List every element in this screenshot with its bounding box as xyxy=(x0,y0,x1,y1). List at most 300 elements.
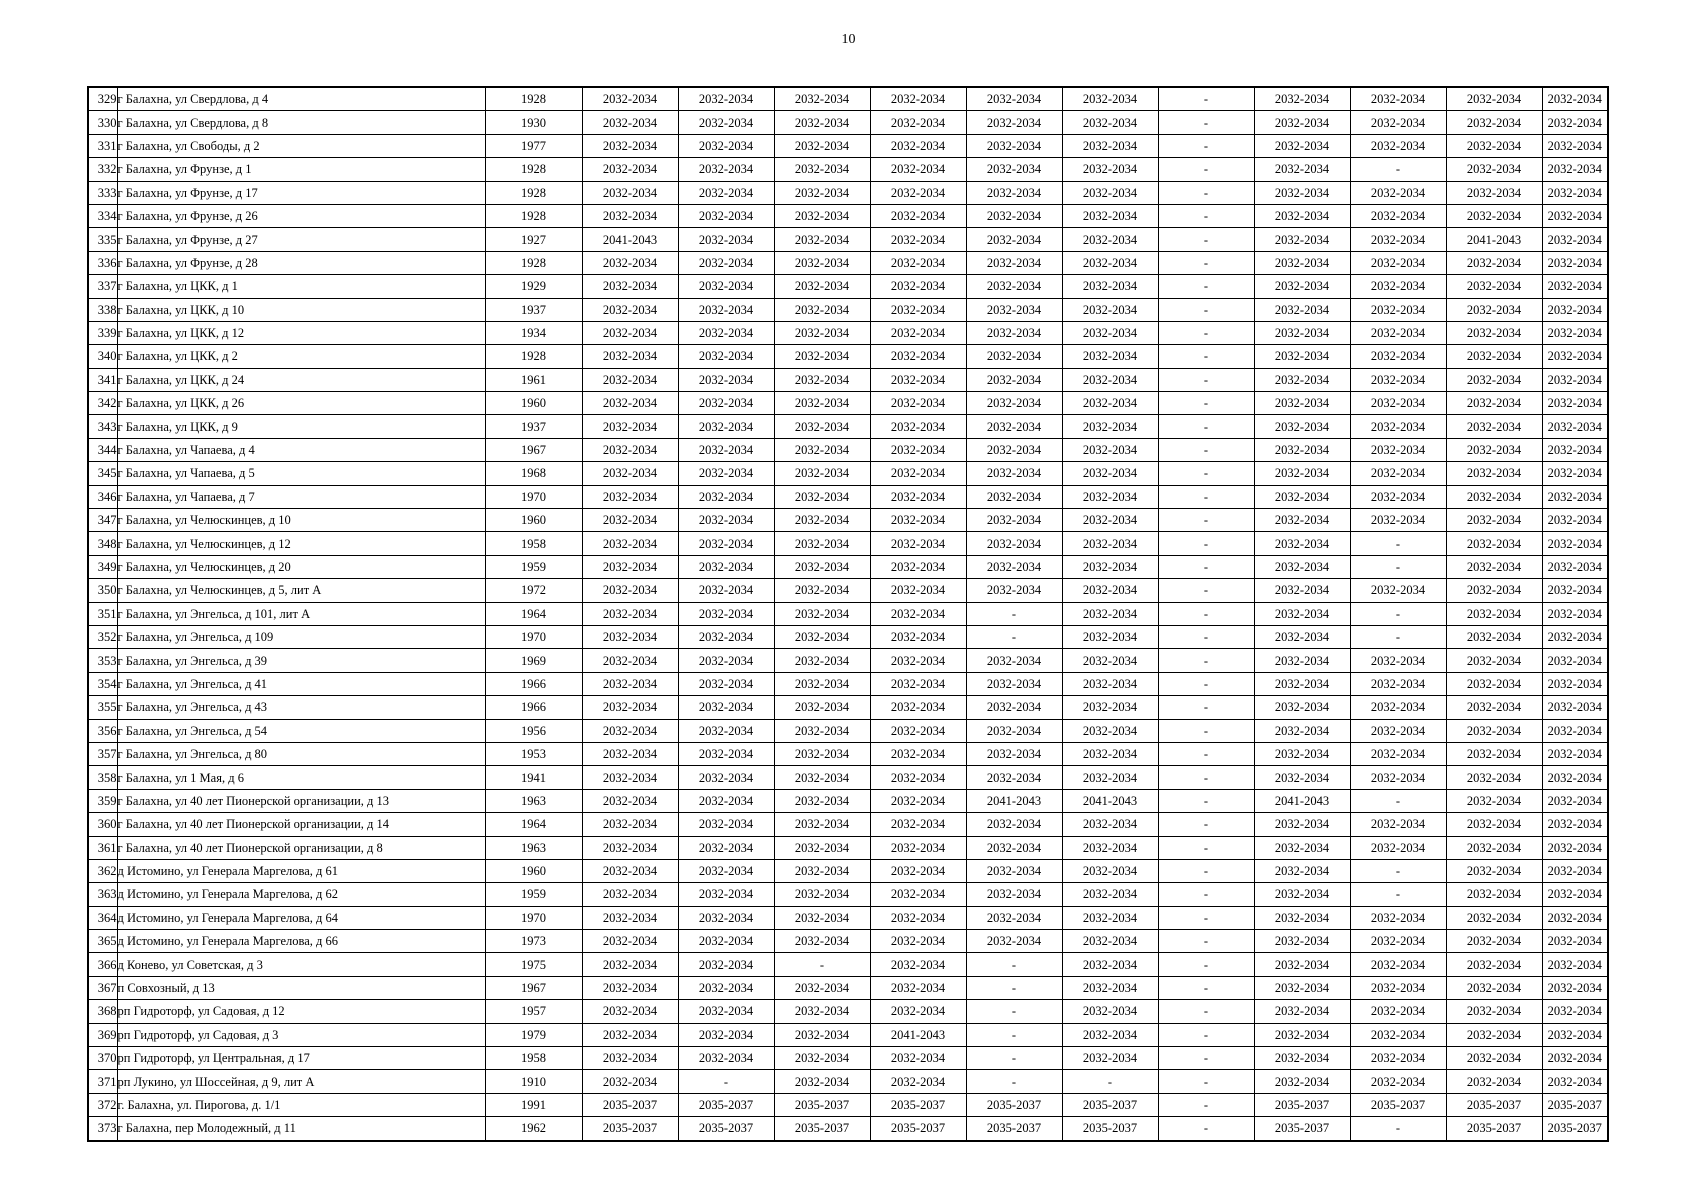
cell-period: 2032-2034 xyxy=(1542,532,1608,555)
cell-year-built: 1968 xyxy=(485,462,582,485)
cell-period: 2032-2034 xyxy=(1062,111,1158,134)
table-row xyxy=(88,696,1608,719)
cell-year-built: 1963 xyxy=(485,789,582,812)
cell-period: - xyxy=(1158,672,1254,695)
cell-period: 2032-2034 xyxy=(1350,485,1446,508)
cell-period: 2032-2034 xyxy=(678,1023,774,1046)
cell-year-built: 1958 xyxy=(485,532,582,555)
cell-period: 2032-2034 xyxy=(1062,976,1158,999)
cell-period: 2035-2037 xyxy=(870,1117,966,1141)
cell-address: г Балахна, ул Чапаева, д 5 xyxy=(117,462,485,485)
cell-period: 2032-2034 xyxy=(1542,742,1608,765)
cell-period: 2032-2034 xyxy=(966,579,1062,602)
cell-period: 2032-2034 xyxy=(678,813,774,836)
cell-row-number: 341 xyxy=(88,368,117,391)
table-row xyxy=(88,228,1608,251)
cell-year-built: 1966 xyxy=(485,672,582,695)
cell-row-number: 345 xyxy=(88,462,117,485)
cell-period: 2032-2034 xyxy=(774,392,870,415)
cell-period: 2032-2034 xyxy=(1254,298,1350,321)
cell-year-built: 1966 xyxy=(485,696,582,719)
cell-period: 2032-2034 xyxy=(870,555,966,578)
cell-address: д Истомино, ул Генерала Маргелова, д 64 xyxy=(117,906,485,929)
cell-year-built: 1970 xyxy=(485,906,582,929)
cell-period: 2032-2034 xyxy=(1542,368,1608,391)
cell-address: г Балахна, ул ЦКК, д 24 xyxy=(117,368,485,391)
cell-period: 2032-2034 xyxy=(582,134,678,157)
table-row xyxy=(88,719,1608,742)
cell-year-built: 1960 xyxy=(485,392,582,415)
cell-year-built: 1928 xyxy=(485,204,582,227)
cell-period: 2032-2034 xyxy=(774,532,870,555)
cell-year-built: 1970 xyxy=(485,485,582,508)
cell-row-number: 353 xyxy=(88,649,117,672)
cell-period: 2032-2034 xyxy=(1542,859,1608,882)
cell-year-built: 1969 xyxy=(485,649,582,672)
cell-period: 2032-2034 xyxy=(870,976,966,999)
cell-period: 2032-2034 xyxy=(1446,392,1542,415)
cell-period: 2032-2034 xyxy=(1542,906,1608,929)
cell-period: 2032-2034 xyxy=(1542,181,1608,204)
cell-year-built: 1963 xyxy=(485,836,582,859)
cell-period: - xyxy=(1158,368,1254,391)
table-row xyxy=(88,415,1608,438)
cell-period: 2032-2034 xyxy=(774,579,870,602)
cell-row-number: 356 xyxy=(88,719,117,742)
table-row xyxy=(88,649,1608,672)
cell-period: 2032-2034 xyxy=(1254,1047,1350,1070)
cell-row-number: 332 xyxy=(88,158,117,181)
cell-period: 2032-2034 xyxy=(678,181,774,204)
cell-row-number: 362 xyxy=(88,859,117,882)
cell-period: 2032-2034 xyxy=(1254,813,1350,836)
cell-period: 2032-2034 xyxy=(678,87,774,111)
cell-period: 2032-2034 xyxy=(1542,345,1608,368)
cell-period: - xyxy=(1350,602,1446,625)
cell-period: 2032-2034 xyxy=(1062,485,1158,508)
cell-period: 2041-2043 xyxy=(1062,789,1158,812)
cell-period: 2032-2034 xyxy=(678,555,774,578)
table-row xyxy=(88,789,1608,812)
table-row xyxy=(88,204,1608,227)
cell-row-number: 342 xyxy=(88,392,117,415)
cell-period: 2032-2034 xyxy=(678,392,774,415)
cell-address: г Балахна, ул Челюскинцев, д 10 xyxy=(117,509,485,532)
cell-period: - xyxy=(1350,158,1446,181)
cell-address: рп Лукино, ул Шоссейная, д 9, лит А xyxy=(117,1070,485,1093)
cell-period: - xyxy=(1350,625,1446,648)
cell-period: 2032-2034 xyxy=(1254,859,1350,882)
cell-period: 2032-2034 xyxy=(1350,251,1446,274)
cell-address: г Балахна, ул Свердлова, д 4 xyxy=(117,87,485,111)
table-row xyxy=(88,392,1608,415)
cell-period: 2032-2034 xyxy=(774,1023,870,1046)
cell-period: 2032-2034 xyxy=(966,251,1062,274)
cell-period: 2032-2034 xyxy=(774,625,870,648)
cell-period: 2032-2034 xyxy=(1446,625,1542,648)
cell-year-built: 1928 xyxy=(485,251,582,274)
cell-period: 2032-2034 xyxy=(1446,813,1542,836)
cell-address: г Балахна, ул Фрунзе, д 26 xyxy=(117,204,485,227)
cell-period: 2032-2034 xyxy=(1254,906,1350,929)
cell-period: 2035-2037 xyxy=(1350,1093,1446,1116)
table-row xyxy=(88,345,1608,368)
cell-period: 2032-2034 xyxy=(870,883,966,906)
table-row xyxy=(88,298,1608,321)
cell-period: 2032-2034 xyxy=(870,742,966,765)
cell-period: 2032-2034 xyxy=(1062,392,1158,415)
cell-period: 2032-2034 xyxy=(1350,976,1446,999)
cell-period: 2032-2034 xyxy=(582,181,678,204)
cell-address: д Истомино, ул Генерала Маргелова, д 61 xyxy=(117,859,485,882)
cell-period: 2032-2034 xyxy=(966,134,1062,157)
cell-period: 2035-2037 xyxy=(582,1093,678,1116)
cell-year-built: 1973 xyxy=(485,930,582,953)
cell-address: г Балахна, ул Челюскинцев, д 20 xyxy=(117,555,485,578)
table-row xyxy=(88,1070,1608,1093)
table-row xyxy=(88,462,1608,485)
table-row xyxy=(88,158,1608,181)
cell-period: - xyxy=(1158,1117,1254,1141)
cell-period: 2041-2043 xyxy=(1254,789,1350,812)
cell-period: 2032-2034 xyxy=(870,438,966,461)
cell-period: 2032-2034 xyxy=(870,1047,966,1070)
cell-year-built: 1927 xyxy=(485,228,582,251)
cell-period: 2032-2034 xyxy=(870,485,966,508)
page-number: 10 xyxy=(841,32,856,47)
cell-period: 2032-2034 xyxy=(870,134,966,157)
cell-period: 2032-2034 xyxy=(1446,649,1542,672)
cell-period: 2032-2034 xyxy=(1350,1070,1446,1093)
cell-period: 2032-2034 xyxy=(678,532,774,555)
cell-period: 2032-2034 xyxy=(678,742,774,765)
cell-period: 2032-2034 xyxy=(870,181,966,204)
cell-period: 2032-2034 xyxy=(1542,1047,1608,1070)
cell-row-number: 358 xyxy=(88,766,117,789)
cell-period: 2032-2034 xyxy=(1542,836,1608,859)
cell-period: 2032-2034 xyxy=(678,111,774,134)
cell-row-number: 357 xyxy=(88,742,117,765)
cell-period: 2032-2034 xyxy=(870,649,966,672)
cell-period: 2032-2034 xyxy=(1062,649,1158,672)
cell-period: 2032-2034 xyxy=(1542,672,1608,695)
cell-row-number: 344 xyxy=(88,438,117,461)
cell-period: 2032-2034 xyxy=(1542,649,1608,672)
table-row xyxy=(88,976,1608,999)
cell-period: 2032-2034 xyxy=(1062,87,1158,111)
cell-period: 2032-2034 xyxy=(1446,204,1542,227)
cell-period: 2032-2034 xyxy=(1446,883,1542,906)
registry-table xyxy=(87,86,1609,1142)
cell-period: 2032-2034 xyxy=(1254,930,1350,953)
cell-period: 2032-2034 xyxy=(1062,625,1158,648)
cell-address: п Совхозный, д 13 xyxy=(117,976,485,999)
cell-period: 2032-2034 xyxy=(1542,602,1608,625)
cell-period: 2032-2034 xyxy=(966,181,1062,204)
cell-period: 2032-2034 xyxy=(1062,813,1158,836)
cell-period: - xyxy=(678,1070,774,1093)
cell-period: 2032-2034 xyxy=(582,1047,678,1070)
cell-period: 2032-2034 xyxy=(1254,1070,1350,1093)
cell-period: 2035-2037 xyxy=(870,1093,966,1116)
cell-period: 2032-2034 xyxy=(582,579,678,602)
table-row xyxy=(88,485,1608,508)
cell-period: 2032-2034 xyxy=(774,672,870,695)
cell-period: 2032-2034 xyxy=(1350,345,1446,368)
cell-period: 2032-2034 xyxy=(870,298,966,321)
cell-address: г Балахна, пер Молодежный, д 11 xyxy=(117,1117,485,1141)
cell-period: 2032-2034 xyxy=(1542,275,1608,298)
cell-period: - xyxy=(1158,1000,1254,1023)
cell-address: г Балахна, ул ЦКК, д 12 xyxy=(117,321,485,344)
cell-period: 2032-2034 xyxy=(582,930,678,953)
cell-period: 2032-2034 xyxy=(678,298,774,321)
cell-period: 2041-2043 xyxy=(582,228,678,251)
cell-period: 2032-2034 xyxy=(1446,1023,1542,1046)
cell-period: 2032-2034 xyxy=(1350,134,1446,157)
cell-period: 2032-2034 xyxy=(582,813,678,836)
cell-address: г Балахна, ул Челюскинцев, д 12 xyxy=(117,532,485,555)
cell-period: 2032-2034 xyxy=(1446,438,1542,461)
cell-period: 2032-2034 xyxy=(1542,298,1608,321)
cell-period: 2032-2034 xyxy=(870,321,966,344)
cell-period: 2032-2034 xyxy=(966,509,1062,532)
cell-period: 2032-2034 xyxy=(582,1000,678,1023)
cell-period: 2032-2034 xyxy=(678,602,774,625)
cell-period: 2032-2034 xyxy=(678,415,774,438)
cell-period: 2035-2037 xyxy=(774,1117,870,1141)
cell-year-built: 1960 xyxy=(485,859,582,882)
cell-period: 2032-2034 xyxy=(1542,1070,1608,1093)
cell-period: 2032-2034 xyxy=(1542,462,1608,485)
cell-period: 2032-2034 xyxy=(1254,1000,1350,1023)
table-row xyxy=(88,813,1608,836)
cell-period: 2032-2034 xyxy=(1446,1070,1542,1093)
cell-period: 2032-2034 xyxy=(870,532,966,555)
cell-year-built: 1928 xyxy=(485,181,582,204)
cell-row-number: 351 xyxy=(88,602,117,625)
cell-address: г Балахна, ул ЦКК, д 2 xyxy=(117,345,485,368)
cell-address: г Балахна, ул Фрунзе, д 27 xyxy=(117,228,485,251)
table-row xyxy=(88,368,1608,391)
table-row xyxy=(88,532,1608,555)
cell-row-number: 331 xyxy=(88,134,117,157)
cell-period: 2032-2034 xyxy=(1350,392,1446,415)
cell-period: 2032-2034 xyxy=(1542,321,1608,344)
cell-period: 2032-2034 xyxy=(1542,158,1608,181)
cell-period: 2032-2034 xyxy=(774,696,870,719)
cell-period: - xyxy=(1350,1117,1446,1141)
cell-row-number: 354 xyxy=(88,672,117,695)
cell-period: 2032-2034 xyxy=(1350,111,1446,134)
cell-period: 2032-2034 xyxy=(1254,976,1350,999)
cell-period: 2032-2034 xyxy=(1254,1023,1350,1046)
cell-period: 2032-2034 xyxy=(1350,719,1446,742)
cell-period: 2032-2034 xyxy=(774,251,870,274)
cell-period: 2032-2034 xyxy=(966,275,1062,298)
cell-period: 2032-2034 xyxy=(774,485,870,508)
cell-period: 2032-2034 xyxy=(678,485,774,508)
cell-period: - xyxy=(1158,204,1254,227)
cell-period: 2032-2034 xyxy=(582,976,678,999)
cell-period: 2032-2034 xyxy=(1254,766,1350,789)
cell-period: 2032-2034 xyxy=(582,111,678,134)
cell-period: - xyxy=(1158,1023,1254,1046)
cell-period: 2032-2034 xyxy=(1542,134,1608,157)
cell-year-built: 1972 xyxy=(485,579,582,602)
cell-period: 2032-2034 xyxy=(966,883,1062,906)
cell-period: - xyxy=(1158,742,1254,765)
cell-period: 2032-2034 xyxy=(1254,509,1350,532)
cell-row-number: 348 xyxy=(88,532,117,555)
cell-period: 2032-2034 xyxy=(582,438,678,461)
cell-period: 2032-2034 xyxy=(870,836,966,859)
cell-year-built: 1979 xyxy=(485,1023,582,1046)
cell-period: 2032-2034 xyxy=(1254,719,1350,742)
cell-year-built: 1937 xyxy=(485,298,582,321)
cell-period: - xyxy=(1158,392,1254,415)
table-row xyxy=(88,1093,1608,1116)
cell-period: 2032-2034 xyxy=(1062,181,1158,204)
cell-period: 2032-2034 xyxy=(1062,415,1158,438)
table-row xyxy=(88,555,1608,578)
cell-period: 2035-2037 xyxy=(1062,1117,1158,1141)
table-row xyxy=(88,1023,1608,1046)
cell-period: 2032-2034 xyxy=(1446,158,1542,181)
cell-period: 2032-2034 xyxy=(1542,976,1608,999)
cell-period: 2032-2034 xyxy=(870,719,966,742)
cell-period: 2032-2034 xyxy=(966,649,1062,672)
cell-period: 2032-2034 xyxy=(582,321,678,344)
cell-period: - xyxy=(1158,789,1254,812)
cell-period: - xyxy=(774,953,870,976)
table-row xyxy=(88,111,1608,134)
cell-period: 2032-2034 xyxy=(1542,392,1608,415)
cell-period: 2032-2034 xyxy=(582,509,678,532)
cell-period: 2032-2034 xyxy=(1446,836,1542,859)
table-row xyxy=(88,509,1608,532)
cell-period: 2032-2034 xyxy=(1062,719,1158,742)
cell-row-number: 366 xyxy=(88,953,117,976)
cell-period: 2032-2034 xyxy=(1350,953,1446,976)
cell-period: 2032-2034 xyxy=(1350,368,1446,391)
cell-address: г Балахна, ул Фрунзе, д 28 xyxy=(117,251,485,274)
cell-period: 2032-2034 xyxy=(1254,438,1350,461)
cell-period: 2032-2034 xyxy=(1446,906,1542,929)
cell-period: 2032-2034 xyxy=(966,321,1062,344)
cell-year-built: 1967 xyxy=(485,438,582,461)
cell-address: г Балахна, ул Энгельса, д 39 xyxy=(117,649,485,672)
cell-period: 2032-2034 xyxy=(1254,87,1350,111)
cell-year-built: 1958 xyxy=(485,1047,582,1070)
cell-period: 2032-2034 xyxy=(1446,134,1542,157)
cell-row-number: 346 xyxy=(88,485,117,508)
cell-period: - xyxy=(1158,134,1254,157)
cell-period: - xyxy=(1158,181,1254,204)
cell-period: 2032-2034 xyxy=(870,111,966,134)
cell-period: 2035-2037 xyxy=(1254,1093,1350,1116)
cell-period: 2032-2034 xyxy=(774,766,870,789)
cell-period: - xyxy=(966,602,1062,625)
cell-period: 2032-2034 xyxy=(678,438,774,461)
cell-period: - xyxy=(966,976,1062,999)
cell-period: 2032-2034 xyxy=(678,672,774,695)
cell-period: 2032-2034 xyxy=(582,859,678,882)
cell-period: 2032-2034 xyxy=(774,836,870,859)
cell-period: 2032-2034 xyxy=(1062,579,1158,602)
cell-period: 2032-2034 xyxy=(678,462,774,485)
cell-period: 2032-2034 xyxy=(678,275,774,298)
cell-period: 2032-2034 xyxy=(966,368,1062,391)
cell-year-built: 1953 xyxy=(485,742,582,765)
cell-period: 2032-2034 xyxy=(1254,602,1350,625)
cell-period: 2032-2034 xyxy=(1542,111,1608,134)
cell-period: 2032-2034 xyxy=(1446,321,1542,344)
cell-period: 2032-2034 xyxy=(1446,953,1542,976)
cell-row-number: 365 xyxy=(88,930,117,953)
cell-period: 2032-2034 xyxy=(678,953,774,976)
cell-row-number: 329 xyxy=(88,87,117,111)
cell-period: 2032-2034 xyxy=(1350,181,1446,204)
cell-period: 2032-2034 xyxy=(1062,696,1158,719)
cell-period: 2032-2034 xyxy=(582,789,678,812)
table-row xyxy=(88,275,1608,298)
cell-period: 2032-2034 xyxy=(1446,111,1542,134)
cell-address: г Балахна, ул Энгельса, д 41 xyxy=(117,672,485,695)
cell-period: - xyxy=(1158,649,1254,672)
table-row xyxy=(88,742,1608,765)
cell-period: 2032-2034 xyxy=(1254,345,1350,368)
cell-period: - xyxy=(1158,625,1254,648)
cell-year-built: 1928 xyxy=(485,345,582,368)
cell-period: 2032-2034 xyxy=(1350,438,1446,461)
cell-year-built: 1964 xyxy=(485,813,582,836)
cell-period: 2032-2034 xyxy=(1254,532,1350,555)
cell-period: 2035-2037 xyxy=(1254,1117,1350,1141)
cell-period: 2032-2034 xyxy=(870,87,966,111)
cell-period: - xyxy=(1158,719,1254,742)
cell-period: 2032-2034 xyxy=(1446,579,1542,602)
cell-period: 2032-2034 xyxy=(1350,462,1446,485)
cell-period: - xyxy=(1158,1070,1254,1093)
cell-period: 2032-2034 xyxy=(678,368,774,391)
cell-address: г Балахна, ул ЦКК, д 1 xyxy=(117,275,485,298)
cell-period: 2032-2034 xyxy=(1254,415,1350,438)
cell-period: 2032-2034 xyxy=(582,1023,678,1046)
cell-row-number: 355 xyxy=(88,696,117,719)
cell-period: 2032-2034 xyxy=(1542,438,1608,461)
cell-row-number: 340 xyxy=(88,345,117,368)
cell-period: 2032-2034 xyxy=(1446,87,1542,111)
table-row xyxy=(88,1000,1608,1023)
cell-period: 2032-2034 xyxy=(1350,228,1446,251)
cell-year-built: 1941 xyxy=(485,766,582,789)
cell-period: 2032-2034 xyxy=(1062,462,1158,485)
cell-period: 2032-2034 xyxy=(774,462,870,485)
cell-period: 2032-2034 xyxy=(678,883,774,906)
cell-year-built: 1956 xyxy=(485,719,582,742)
cell-period: 2035-2037 xyxy=(1062,1093,1158,1116)
cell-period: 2032-2034 xyxy=(1446,298,1542,321)
cell-period: 2032-2034 xyxy=(1446,1000,1542,1023)
table-row xyxy=(88,906,1608,929)
registry-body xyxy=(88,87,1608,1141)
cell-period: 2032-2034 xyxy=(582,836,678,859)
cell-period: 2032-2034 xyxy=(582,275,678,298)
cell-period: 2032-2034 xyxy=(870,579,966,602)
cell-row-number: 347 xyxy=(88,509,117,532)
cell-period: 2032-2034 xyxy=(678,345,774,368)
